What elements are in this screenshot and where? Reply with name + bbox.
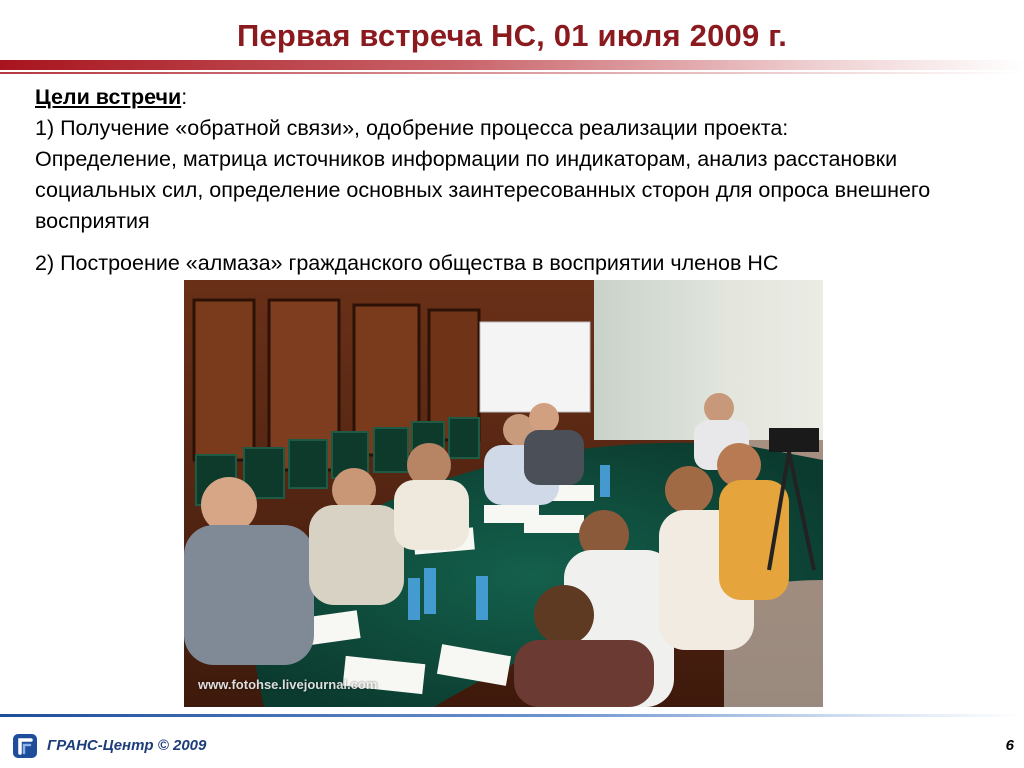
- footer-organization: ГРАНС-Центр © 2009: [47, 737, 207, 754]
- paragraph-1-rest: Определение, матрица источников информации по индикаторам, анализ расстановки социальных сил, определение основных заинтересованных сторон для опроса внешнего восприятия: [35, 147, 931, 233]
- grans-logo-icon: [12, 733, 38, 759]
- footer-divider: [0, 714, 1024, 717]
- title-divider-thin: [0, 72, 1024, 74]
- paragraph-1-line-1: 1) Получение «обратной связи», одобрение процесса реализации проекта:: [35, 116, 789, 140]
- goals-heading: Цели встречи: [35, 85, 182, 109]
- paragraph-1: [35, 113, 1010, 237]
- title-divider: [0, 60, 1024, 70]
- slide-body: [35, 82, 1010, 279]
- paragraph-2: 2) Построение «алмаза» гражданского общества в восприятии членов НС: [35, 251, 779, 275]
- slide-title: Первая встреча НС, 01 июля 2009 г.: [236, 18, 788, 53]
- page-number: 6: [1005, 737, 1014, 754]
- meeting-photo: [184, 280, 823, 707]
- goals-colon: :: [181, 85, 188, 109]
- photo-watermark: www.fotohse.livejournal.com: [198, 677, 378, 692]
- goals-heading-line: [35, 82, 1010, 113]
